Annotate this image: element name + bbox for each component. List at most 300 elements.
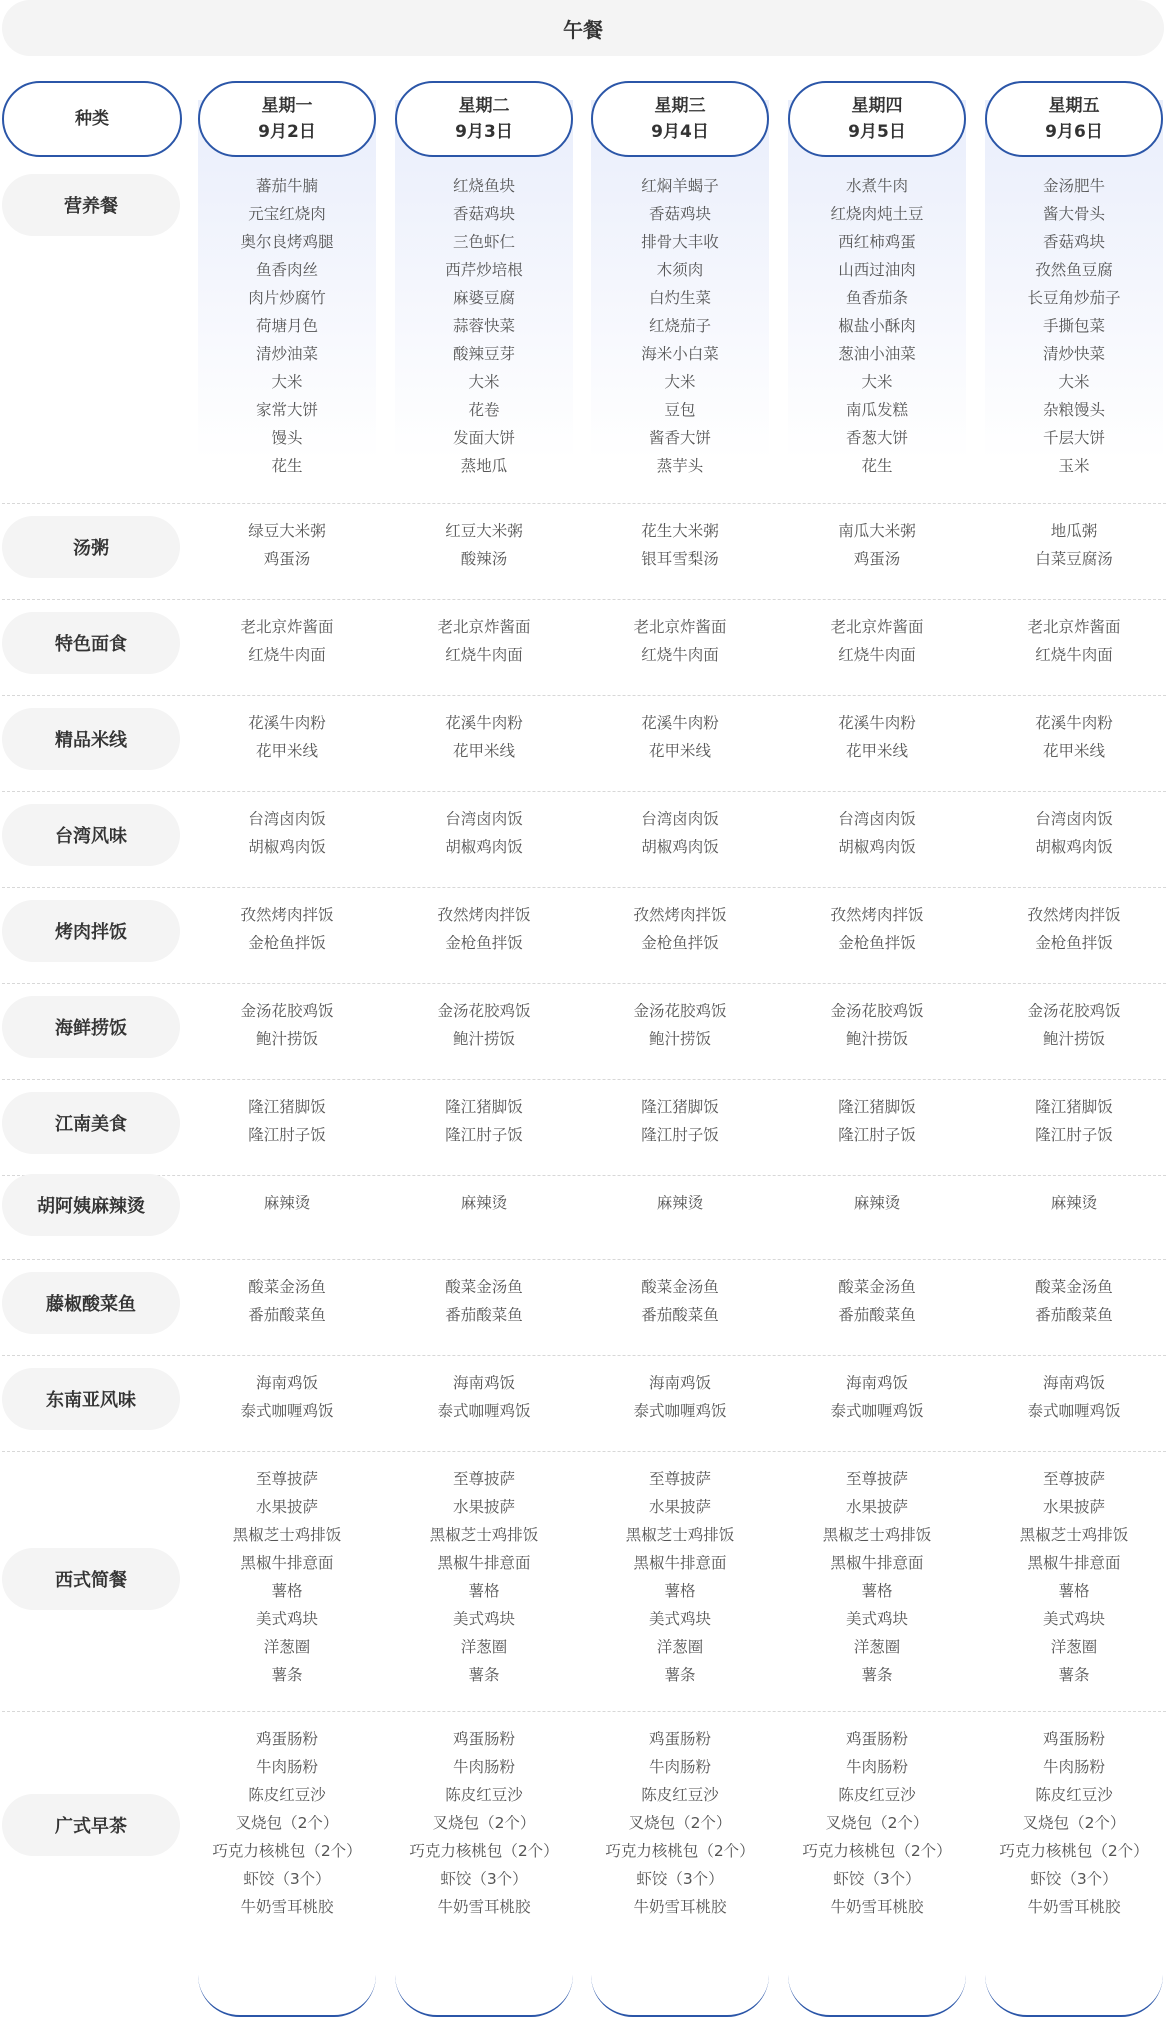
menu-item: 黑椒芝士鸡排饭 [1019,1526,1129,1544]
menu-item: 胡椒鸡肉饭 [641,838,719,856]
menu-item: 蕃茄牛腩 [255,177,318,195]
menu-item: 老北京炸酱面 [240,618,334,636]
menu-item: 薯条 [468,1666,500,1684]
menu-item: 孜然烤肉拌饭 [1027,906,1121,924]
category-label: 江南美食 [2,1092,180,1154]
menu-item: 隆江肘子饭 [838,1126,916,1144]
menu-cell [187,1725,387,1921]
day-name: 星期三 [654,96,706,116]
menu-item: 薯格 [664,1582,696,1600]
menu-cell [974,613,1168,669]
menu-item: 美式鸡块 [845,1610,908,1628]
menu-cell [187,1369,387,1425]
menu-item: 酱大骨头 [1042,205,1105,223]
menu-item: 至尊披萨 [255,1470,318,1488]
menu-cell [580,1465,780,1689]
menu-item: 美式鸡块 [648,1610,711,1628]
menu-item: 叉烧包（2个） [432,1814,536,1832]
menu-cell [974,1093,1168,1149]
menu-cell [974,709,1168,765]
menu-item: 海南鸡饭 [648,1374,711,1392]
menu-item: 水果披萨 [452,1498,515,1516]
menu-cell [187,1273,387,1329]
category-label: 烤肉拌饭 [2,900,180,962]
menu-item: 麻辣烫 [656,1194,704,1212]
menu-cell [974,1369,1168,1425]
menu-cell [580,1273,780,1329]
menu-cell [187,172,387,480]
menu-item: 鸡蛋汤 [853,550,901,568]
menu-item: 隆江肘子饭 [641,1126,719,1144]
menu-item: 南瓜发糕 [845,401,908,419]
menu-cell [580,1725,780,1921]
menu-item: 麻辣烫 [460,1194,508,1212]
row-divider [2,1451,1166,1452]
menu-cell [974,1189,1168,1217]
menu-item: 鲍汁捞饭 [845,1030,908,1048]
menu-item: 陈皮红豆沙 [445,1786,523,1804]
menu-cell [777,1273,977,1329]
menu-item: 水果披萨 [845,1498,908,1516]
menu-cell [187,901,387,957]
category-header-label: 种类 [75,109,109,129]
menu-cell [580,1369,780,1425]
menu-item: 泰式咖喱鸡饭 [830,1402,924,1420]
menu-item: 白菜豆腐汤 [1035,550,1113,568]
row-divider [2,503,1166,504]
menu-item: 红豆大米粥 [445,522,523,540]
menu-item: 虾饺（3个） [1030,1870,1118,1888]
menu-cell [777,1189,977,1217]
row-divider [2,599,1166,600]
category-header [2,81,182,157]
menu-item: 金枪鱼拌饭 [641,934,719,952]
menu-cell [580,517,780,573]
menu-item: 台湾卤肉饭 [641,810,719,828]
menu-item: 黑椒芝士鸡排饭 [625,1526,735,1544]
day-date: 9月3日 [455,122,513,142]
menu-item: 隆江肘子饭 [248,1126,326,1144]
category-label: 营养餐 [2,174,180,236]
menu-item: 薯格 [271,1582,303,1600]
menu-cell [777,1465,977,1689]
menu-item: 牛肉肠粉 [255,1758,318,1776]
menu-item: 花甲米线 [1042,742,1105,760]
menu-item: 叉烧包（2个） [825,1814,929,1832]
menu-item: 巧克力核桃包（2个） [999,1842,1149,1860]
menu-item: 牛奶雪耳桃胶 [1027,1898,1121,1916]
menu-item: 叉烧包（2个） [1022,1814,1126,1832]
menu-item: 叉烧包（2个） [628,1814,732,1832]
menu-item: 洋葱圈 [460,1638,508,1656]
menu-item: 黑椒芝士鸡排饭 [822,1526,932,1544]
menu-item: 至尊披萨 [648,1470,711,1488]
menu-item: 金汤花胶鸡饭 [830,1002,924,1020]
menu-item: 香菇鸡块 [1042,233,1105,251]
menu-item: 隆江猪脚饭 [248,1098,326,1116]
menu-item: 牛奶雪耳桃胶 [240,1898,334,1916]
menu-item: 红烧牛肉面 [838,646,916,664]
menu-item: 巧克力核桃包（2个） [409,1842,559,1860]
menu-item: 老北京炸酱面 [437,618,531,636]
category-label: 台湾风味 [2,804,180,866]
menu-item: 地瓜粥 [1050,522,1098,540]
menu-item: 红烧牛肉面 [248,646,326,664]
menu-item: 胡椒鸡肉饭 [838,838,916,856]
menu-cell [384,901,584,957]
menu-cell [384,1369,584,1425]
menu-item: 花甲米线 [452,742,515,760]
menu-cell [187,517,387,573]
menu-item: 酸辣汤 [460,550,508,568]
day-date: 9月6日 [1045,122,1103,142]
menu-item: 红烧牛肉面 [641,646,719,664]
menu-cell [384,1189,584,1217]
menu-cell [580,1093,780,1149]
menu-item: 薯格 [468,1582,500,1600]
menu-cell [384,613,584,669]
menu-item: 鸡蛋肠粉 [452,1730,515,1748]
menu-item: 海南鸡饭 [255,1374,318,1392]
menu-item: 绿豆大米粥 [248,522,326,540]
menu-item: 泰式咖喱鸡饭 [633,1402,727,1420]
menu-cell [580,805,780,861]
menu-item: 蒸芋头 [656,457,704,475]
row-divider [2,983,1166,984]
menu-item: 海米小白菜 [641,345,719,363]
menu-item: 孜然烤肉拌饭 [830,906,924,924]
menu-item: 牛奶雪耳桃胶 [633,1898,727,1916]
day-name: 星期四 [851,96,903,116]
menu-item: 洋葱圈 [263,1638,311,1656]
menu-item: 泰式咖喱鸡饭 [437,1402,531,1420]
menu-item: 手撕包菜 [1042,317,1105,335]
menu-item: 隆江猪脚饭 [445,1098,523,1116]
day-header-1 [198,81,376,157]
menu-item: 牛奶雪耳桃胶 [437,1898,531,1916]
menu-item: 麻婆豆腐 [452,289,515,307]
menu-item: 花溪牛肉粉 [248,714,326,732]
menu-item: 红烧牛肉面 [445,646,523,664]
menu-item: 鲍汁捞饭 [452,1030,515,1048]
menu-item: 金汤花胶鸡饭 [633,1002,727,1020]
menu-item: 虾饺（3个） [636,1870,724,1888]
menu-item: 大米 [664,373,696,391]
menu-item: 家常大饼 [255,401,318,419]
menu-item: 山西过油肉 [838,261,916,279]
menu-cell [974,805,1168,861]
menu-item: 酸菜金汤鱼 [1035,1278,1113,1296]
menu-item: 白灼生菜 [648,289,711,307]
menu-item: 鸡蛋肠粉 [255,1730,318,1748]
menu-item: 巧克力核桃包（2个） [212,1842,362,1860]
menu-item: 南瓜大米粥 [838,522,916,540]
menu-cell [384,1465,584,1689]
menu-item: 海南鸡饭 [845,1374,908,1392]
category-label: 西式简餐 [2,1548,180,1610]
menu-item: 台湾卤肉饭 [248,810,326,828]
menu-item: 香菇鸡块 [648,205,711,223]
menu-item: 番茄酸菜鱼 [641,1306,719,1324]
menu-item: 鲍汁捞饭 [255,1030,318,1048]
menu-cell [580,1189,780,1217]
menu-item: 隆江猪脚饭 [1035,1098,1113,1116]
menu-item: 隆江猪脚饭 [641,1098,719,1116]
menu-item: 洋葱圈 [853,1638,901,1656]
menu-item: 元宝红烧肉 [248,205,326,223]
menu-item: 番茄酸菜鱼 [1035,1306,1113,1324]
menu-item: 金枪鱼拌饭 [248,934,326,952]
menu-cell [777,709,977,765]
menu-item: 番茄酸菜鱼 [445,1306,523,1324]
menu-item: 酸辣豆芽 [452,345,515,363]
menu-item: 酸菜金汤鱼 [445,1278,523,1296]
menu-item: 隆江猪脚饭 [838,1098,916,1116]
menu-cell [974,517,1168,573]
menu-item: 银耳雪梨汤 [641,550,719,568]
menu-item: 大米 [271,373,303,391]
menu-item: 巧克力核桃包（2个） [802,1842,952,1860]
menu-item: 蒸地瓜 [460,457,508,475]
menu-item: 千层大饼 [1042,429,1105,447]
menu-cell [384,1725,584,1921]
menu-item: 麻辣烫 [263,1194,311,1212]
menu-item: 鱼香茄条 [845,289,908,307]
day-date: 9月2日 [258,122,316,142]
menu-item: 金枪鱼拌饭 [1035,934,1113,952]
menu-item: 孜然烤肉拌饭 [240,906,334,924]
menu-cell [187,709,387,765]
menu-cell [974,1465,1168,1689]
menu-item: 奥尔良烤鸡腿 [240,233,334,251]
menu-item: 虾饺（3个） [440,1870,528,1888]
menu-item: 鲍汁捞饭 [648,1030,711,1048]
menu-cell [384,172,584,480]
menu-item: 西芹炒培根 [445,261,523,279]
menu-item: 大米 [468,373,500,391]
menu-item: 叉烧包（2个） [235,1814,339,1832]
menu-cell [777,805,977,861]
menu-item: 西红柿鸡蛋 [838,233,916,251]
menu-item: 酱香大饼 [648,429,711,447]
row-divider [2,1711,1166,1712]
row-divider [2,791,1166,792]
category-label: 汤粥 [2,516,180,578]
menu-item: 隆江肘子饭 [445,1126,523,1144]
menu-item: 黑椒牛排意面 [633,1554,727,1572]
menu-item: 水煮牛肉 [845,177,908,195]
menu-item: 台湾卤肉饭 [838,810,916,828]
menu-item: 香葱大饼 [845,429,908,447]
menu-item: 薯条 [861,1666,893,1684]
menu-item: 台湾卤肉饭 [1035,810,1113,828]
menu-item: 陈皮红豆沙 [838,1786,916,1804]
menu-item: 三色虾仁 [452,233,515,251]
menu-item: 老北京炸酱面 [830,618,924,636]
menu-item: 荷塘月色 [255,317,318,335]
menu-cell [384,1093,584,1149]
menu-item: 水果披萨 [1042,1498,1105,1516]
menu-item: 薯格 [861,1582,893,1600]
menu-cell [777,517,977,573]
menu-cell [187,1093,387,1149]
menu-item: 牛奶雪耳桃胶 [830,1898,924,1916]
menu-cell [187,1189,387,1217]
menu-item: 虾饺（3个） [243,1870,331,1888]
menu-item: 美式鸡块 [255,1610,318,1628]
menu-item: 孜然鱼豆腐 [1035,261,1113,279]
category-label: 广式早茶 [2,1794,180,1856]
menu-item: 红烧牛肉面 [1035,646,1113,664]
menu-item: 发面大饼 [452,429,515,447]
menu-cell [580,709,780,765]
menu-item: 至尊披萨 [452,1470,515,1488]
menu-item: 孜然烤肉拌饭 [633,906,727,924]
menu-item: 金汤花胶鸡饭 [240,1002,334,1020]
row-divider [2,1259,1166,1260]
menu-item: 黑椒芝士鸡排饭 [429,1526,539,1544]
menu-item: 薯格 [1058,1582,1090,1600]
day-name: 星期一 [261,96,313,116]
menu-cell [974,901,1168,957]
category-label: 藤椒酸菜鱼 [2,1272,180,1334]
menu-cell [187,613,387,669]
menu-item: 麻辣烫 [1050,1194,1098,1212]
menu-item: 黑椒牛排意面 [830,1554,924,1572]
menu-item: 薯条 [271,1666,303,1684]
menu-item: 泰式咖喱鸡饭 [240,1402,334,1420]
menu-item: 木须肉 [656,261,704,279]
menu-cell [777,901,977,957]
menu-cell [974,172,1168,480]
menu-item: 椒盐小酥肉 [838,317,916,335]
menu-item: 番茄酸菜鱼 [248,1306,326,1324]
menu-cell [974,1273,1168,1329]
menu-cell [974,1725,1168,1921]
menu-item: 胡椒鸡肉饭 [445,838,523,856]
menu-item: 葱油小油菜 [838,345,916,363]
menu-item: 花生 [861,457,893,475]
menu-item: 牛肉肠粉 [648,1758,711,1776]
menu-item: 黑椒芝士鸡排饭 [232,1526,342,1544]
menu-item: 鱼香肉丝 [255,261,318,279]
menu-item: 金汤花胶鸡饭 [1027,1002,1121,1020]
page-title: 午餐 [2,0,1164,56]
menu-cell [384,1273,584,1329]
menu-item: 孜然烤肉拌饭 [437,906,531,924]
menu-cell [580,172,780,480]
menu-item: 水果披萨 [255,1498,318,1516]
menu-cell [384,997,584,1053]
menu-item: 巧克力核桃包（2个） [605,1842,755,1860]
menu-item: 花生 [271,457,303,475]
menu-cell [384,517,584,573]
menu-item: 海南鸡饭 [452,1374,515,1392]
menu-item: 至尊披萨 [845,1470,908,1488]
row-divider [2,1175,1166,1176]
menu-item: 鸡蛋汤 [263,550,311,568]
menu-item: 大米 [861,373,893,391]
menu-item: 清炒快菜 [1042,345,1105,363]
menu-item: 陈皮红豆沙 [1035,1786,1113,1804]
menu-cell [777,1725,977,1921]
menu-item: 鸡蛋肠粉 [1042,1730,1105,1748]
menu-cell [777,1369,977,1425]
menu-item: 薯条 [1058,1666,1090,1684]
menu-item: 洋葱圈 [656,1638,704,1656]
menu-item: 玉米 [1058,457,1090,475]
menu-item: 黑椒牛排意面 [1027,1554,1121,1572]
menu-item: 牛肉肠粉 [1042,1758,1105,1776]
menu-cell [777,997,977,1053]
menu-cell [777,1093,977,1149]
menu-item: 酸菜金汤鱼 [248,1278,326,1296]
menu-item: 花溪牛肉粉 [641,714,719,732]
menu-item: 海南鸡饭 [1042,1374,1105,1392]
menu-item: 洋葱圈 [1050,1638,1098,1656]
menu-item: 长豆角炒茄子 [1027,289,1121,307]
menu-cell [384,805,584,861]
day-date: 9月5日 [848,122,906,142]
menu-item: 花甲米线 [255,742,318,760]
category-label: 海鲜捞饭 [2,996,180,1058]
menu-item: 豆包 [664,401,696,419]
menu-item: 酸菜金汤鱼 [838,1278,916,1296]
menu-item: 虾饺（3个） [833,1870,921,1888]
day-date: 9月4日 [651,122,709,142]
menu-item: 薯条 [664,1666,696,1684]
menu-item: 水果披萨 [648,1498,711,1516]
row-divider [2,1079,1166,1080]
menu-item: 牛肉肠粉 [452,1758,515,1776]
menu-item: 清炒油菜 [255,345,318,363]
menu-cell [580,901,780,957]
menu-item: 鸡蛋肠粉 [845,1730,908,1748]
menu-item: 金汤花胶鸡饭 [437,1002,531,1020]
category-label: 东南亚风味 [2,1368,180,1430]
menu-cell [974,997,1168,1053]
menu-item: 红烧茄子 [648,317,711,335]
menu-item: 花甲米线 [845,742,908,760]
menu-item: 胡椒鸡肉饭 [248,838,326,856]
menu-cell [187,1465,387,1689]
menu-item: 红烧鱼块 [452,177,515,195]
menu-item: 花溪牛肉粉 [445,714,523,732]
menu-item: 花生大米粥 [641,522,719,540]
menu-item: 鲍汁捞饭 [1042,1030,1105,1048]
menu-item: 胡椒鸡肉饭 [1035,838,1113,856]
menu-item: 陈皮红豆沙 [641,1786,719,1804]
day-name: 星期五 [1048,96,1100,116]
menu-item: 牛肉肠粉 [845,1758,908,1776]
menu-cell [187,805,387,861]
day-header-5 [985,81,1163,157]
menu-cell [580,613,780,669]
menu-item: 花甲米线 [648,742,711,760]
day-header-2 [395,81,573,157]
day-header-3 [591,81,769,157]
menu-cell [777,172,977,480]
menu-cell [384,709,584,765]
menu-item: 黑椒牛排意面 [240,1554,334,1572]
menu-cell [187,997,387,1053]
menu-item: 红焖羊蝎子 [641,177,719,195]
menu-item: 老北京炸酱面 [633,618,727,636]
menu-item: 酸菜金汤鱼 [641,1278,719,1296]
menu-item: 老北京炸酱面 [1027,618,1121,636]
menu-item: 馒头 [271,429,303,447]
menu-item: 泰式咖喱鸡饭 [1027,1402,1121,1420]
